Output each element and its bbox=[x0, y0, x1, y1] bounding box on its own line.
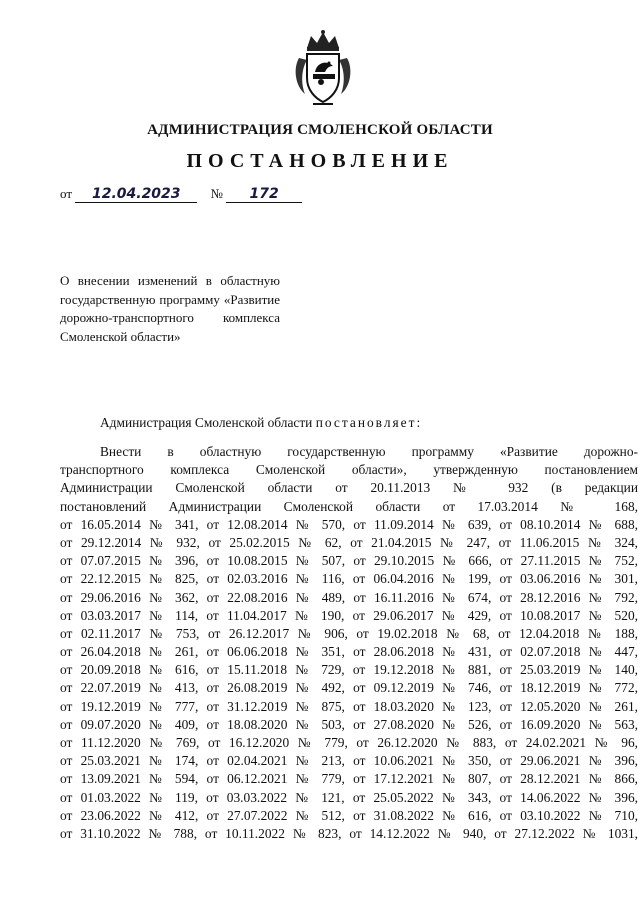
body-line: от 23.06.2022 № 412, от 27.07.2022 № 512, от 31.08.2022 № 616, от 03.10.2022 № 710, bbox=[60, 807, 638, 823]
document-type-title: ПОСТАНОВЛЕНИЕ bbox=[186, 150, 454, 172]
body-line: от 31.10.2022 № 788, от 10.11.2022 № 823, от 14.12.2022 № 940, от 27.12.2022 № 1031, bbox=[60, 825, 638, 841]
body-line: от 20.09.2018 № 616, от 15.11.2018 № 729, от 19.12.2018 № 881, от 25.03.2019 № 140, bbox=[60, 662, 638, 678]
preamble-lead: Администрация Смоленской области bbox=[100, 415, 313, 430]
handwritten-number: 172 bbox=[226, 186, 302, 203]
body-line: от 02.11.2017 № 753, от 26.12.2017 № 906, от 19.02.2018 № 68, от 12.04.2018 № 188, bbox=[60, 625, 638, 641]
agency-title: АДМИНИСТРАЦИЯ СМОЛЕНСКОЙ ОБЛАСТИ bbox=[147, 122, 493, 138]
handwritten-date: 12.04.2023 bbox=[75, 186, 197, 203]
body-line: Администрации Смоленской области от 20.11.2013 № 932 (в редакции bbox=[60, 480, 638, 496]
coat-of-arms-emblem bbox=[293, 28, 353, 108]
body-line: транспортного комплекса Смоленской области», утвержденную постановлением bbox=[60, 462, 638, 478]
decree-body bbox=[60, 443, 638, 843]
body-line: от 07.07.2015 № 396, от 10.08.2015 № 507, от 29.10.2015 № 666, от 27.11.2015 № 752, bbox=[60, 553, 638, 569]
body-line: от 29.12.2014 № 932, от 25.02.2015 № 62, от 21.04.2015 № 247, от 11.06.2015 № 324, bbox=[60, 534, 638, 550]
body-line: от 22.07.2019 № 413, от 26.08.2019 № 492, от 09.12.2019 № 746, от 18.12.2019 № 772, bbox=[60, 680, 638, 696]
decree-subject: О внесении изменений в областную государственную программу «Развитие дорожно-транспортного комплекса Смоленской области» bbox=[60, 273, 280, 344]
body-line: от 29.06.2016 № 362, от 22.08.2016 № 489, от 16.11.2016 № 674, от 28.12.2016 № 792, bbox=[60, 589, 638, 605]
number-label: № bbox=[210, 186, 223, 201]
body-line: от 11.12.2020 № 769, от 16.12.2020 № 779, от 26.12.2020 № 883, от 24.02.2021 № 96, bbox=[60, 735, 638, 750]
date-number-row bbox=[60, 186, 302, 203]
preamble bbox=[100, 415, 422, 431]
body-line: от 01.03.2022 № 119, от 03.03.2022 № 121, от 25.05.2022 № 343, от 14.06.2022 № 396, bbox=[60, 789, 638, 805]
body-line: постановлений Администрации Смоленской области от 17.03.2014 № 168, bbox=[60, 498, 638, 514]
body-line: от 09.07.2020 № 409, от 18.08.2020 № 503, от 27.08.2020 № 526, от 16.09.2020 № 563, bbox=[60, 716, 638, 732]
body-line: от 22.12.2015 № 825, от 02.03.2016 № 116, от 06.04.2016 № 199, от 03.06.2016 № 301, bbox=[60, 571, 638, 587]
preamble-verb: постановляет: bbox=[315, 415, 423, 430]
date-prefix: от bbox=[60, 186, 73, 201]
body-line: от 26.04.2018 № 261, от 06.06.2018 № 351, от 28.06.2018 № 431, от 02.07.2018 № 447, bbox=[60, 644, 638, 660]
body-line: Внести в областную государственную программу «Развитие дорожно- bbox=[100, 444, 638, 459]
body-line: от 13.09.2021 № 594, от 06.12.2021 № 779, от 17.12.2021 № 807, от 28.12.2021 № 866, bbox=[60, 771, 638, 787]
body-line: от 19.12.2019 № 777, от 31.12.2019 № 875, от 18.03.2020 № 123, от 12.05.2020 № 261, bbox=[60, 698, 638, 714]
body-line: от 03.03.2017 № 114, от 11.04.2017 № 190, от 29.06.2017 № 429, от 10.08.2017 № 520, bbox=[60, 607, 638, 623]
body-line: от 25.03.2021 № 174, от 02.04.2021 № 213, от 10.06.2021 № 350, от 29.06.2021 № 396, bbox=[60, 753, 638, 769]
body-line: от 16.05.2014 № 341, от 12.08.2014 № 570, от 11.09.2014 № 639, от 08.10.2014 № 688, bbox=[60, 516, 638, 532]
